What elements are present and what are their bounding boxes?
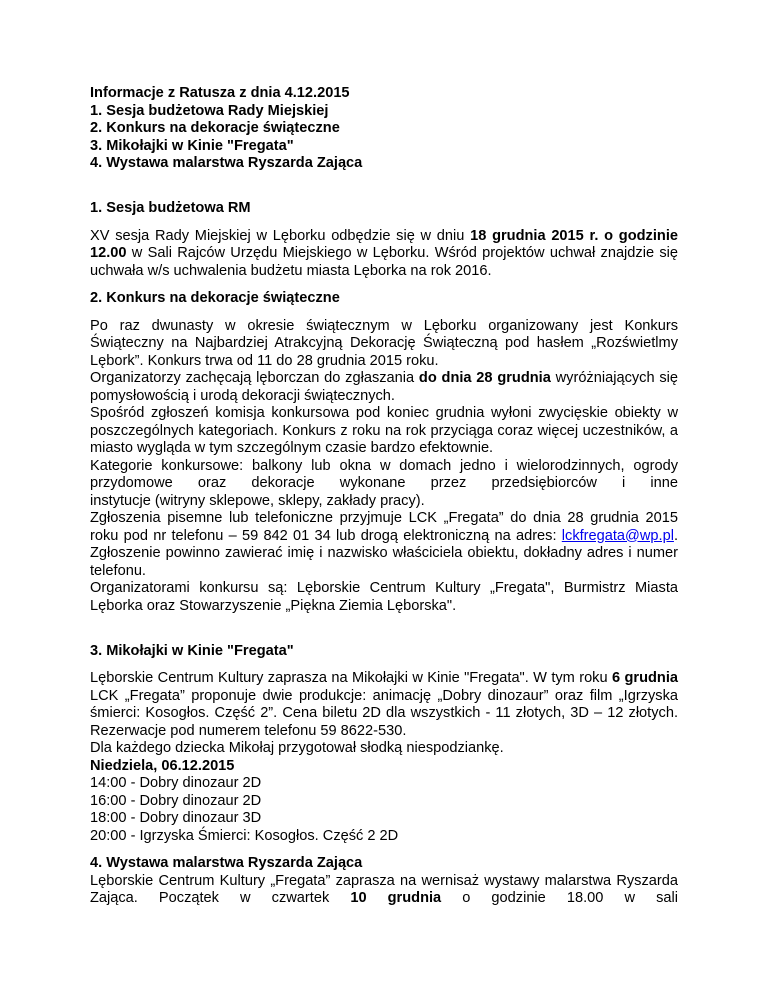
paragraph: Kategorie konkursowe: balkony lub okna w domach jedno i wielorodzinnych, ogrody przydomowe oraz dekoracje wykonane przez przedsiębiorców i inne [90, 457, 678, 491]
toc-item: 3. Mikołajki w Kinie "Fregata" [90, 137, 294, 154]
toc-item: 2. Konkurs na dekoracje świąteczne [90, 120, 340, 136]
paragraph: Organizatorami konkursu są: Lęborskie Centrum Kultury „Fregata", Burmistrz Miasta Lęborka oraz Stowarzyszenie „Piękna Ziemia Lęborska". [90, 580, 678, 614]
document-title: Informacje z Ratusza z dnia 4.12.2015 [90, 85, 350, 101]
toc-item: 1. Sesja budżetowa Rady Miejskiej [90, 102, 329, 119]
paragraph: XV sesja Rady Miejskiej w Lęborku odbędzie się w dniu 18 grudnia 2015 r. o godzinie 12.00 w Sali Rajców Urzędu Miejskiego w Lęborku. Wśród projektów uchwał znajdzie się uchwała w/s uchwalenia budżetu miasta Lęborka na rok 2016. [90, 227, 678, 279]
date-highlight: 6 grudnia [611, 670, 678, 686]
section-art-exhibition [90, 855, 678, 908]
toc-item: 4. Wystawa malarstwa Ryszarda Zająca [90, 155, 363, 171]
document-page [90, 85, 678, 908]
schedule-item: 18:00 - Dobry dinozaur 3D [90, 810, 262, 826]
section-budget-session [90, 200, 678, 280]
paragraph: Po raz dwunasty w okresie świątecznym w Lęborku organizowany jest Konkurs Świąteczny na Najbardziej Atrakcyjną Dekorację Świąteczną pod hasłem „Rozświetlmy Lębork”. Konkurs trwa od 11 do 28 grudnia 2015 roku. [90, 317, 678, 369]
section-heading: 4. Wystawa malarstwa Ryszarda Zająca [90, 855, 363, 871]
email-link[interactable]: lckfregata@wp.pl [561, 527, 674, 544]
date-highlight: 18 grudnia 2015 r. o godzinie 12.00 [90, 227, 678, 261]
section-christmas-contest [90, 290, 678, 615]
deadline-highlight: do dnia 28 grudnia [418, 370, 551, 386]
paragraph: Lęborskie Centrum Kultury „Fregata” zaprasza na wernisaż wystawy malarstwa Ryszarda Zająca. Początek w czwartek 10 grudnia o godzinie 18.00 w sali [90, 872, 678, 906]
schedule-item: 16:00 - Dobry dinozaur 2D [90, 792, 262, 809]
section-cinema-mikolajki [90, 643, 678, 846]
date-highlight: 10 grudnia [350, 890, 442, 906]
paragraph: Spośród zgłoszeń komisja konkursowa pod koniec grudnia wyłoni zwycięskie obiekty w poszczególnych kategoriach. Konkurs z roku na rok przyciąga coraz więcej uczestników, a miasto wygląda w tym szczególnym czasie bardzo efektownie. [90, 405, 678, 456]
schedule-item: 20:00 - Igrzyska Śmierci: Kosogłos. Część 2 2D [90, 827, 399, 844]
header-block [90, 85, 678, 173]
section-heading: 3. Mikołajki w Kinie "Fregata" [90, 642, 294, 659]
schedule-day: Niedziela, 06.12.2015 [90, 757, 235, 774]
paragraph: Lęborskie Centrum Kultury zaprasza na Mikołajki w Kinie "Fregata". W tym roku 6 grudnia LCK „Fregata” proponuje dwie produkcje: animację „Dobry dinozaur” oraz film „Igrzyska śmierci: Kosogłos. Część 2”. Cena biletu 2D dla wszystkich - 11 złotych, 3D – 12 złotych. Rezerwacje pod numerem telefonu 59 8622-530. [90, 670, 678, 739]
section-heading: 2. Konkurs na dekoracje świąteczne [90, 290, 340, 306]
paragraph: Zgłoszenia pisemne lub telefoniczne przyjmuje LCK „Fregata” do dnia 28 grudnia 2015 roku pod nr telefonu – 59 842 01 34 lub drogą elektroniczną na adres: lckfregata@wp.pl. Zgłoszenie powinno zawierać imię i nazwisko właściciela obiektu, dokładny adres i numer telefonu. [90, 510, 678, 579]
paragraph: Organizatorzy zachęcają lęborczan do zgłaszania do dnia 28 grudnia wyróżniających się pomysłowością i urodą dekoracji świątecznych. [90, 370, 679, 404]
schedule-item: 14:00 - Dobry dinozaur 2D [90, 775, 262, 791]
section-heading: 1. Sesja budżetowa RM [90, 200, 251, 216]
paragraph: Dla każdego dziecka Mikołaj przygotował słodką niespodziankę. [90, 740, 504, 756]
paragraph: instytucje (witryny sklepowe, sklepy, zakłady pracy). [90, 492, 425, 509]
